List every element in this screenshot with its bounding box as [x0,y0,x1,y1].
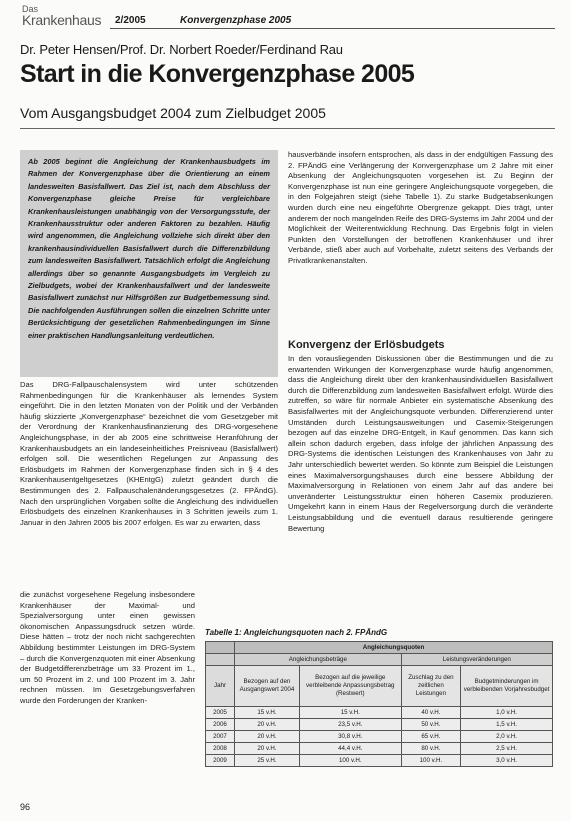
right-column-text: hausverbände insofern entsprochen, als dass in der endgültigen Fassung des 2. FPÄndG eine Verlängerung der Konvergenzphase um 2 Jahre mit einer Absenkung der Angleichungsquoten vorgesehen ist. Zu Beginn der Konvergenzphase ist nun eine geringere Angleichungsquote vorgegeben, die in den Folgejahren steigt (siehe Tabelle 1). Zu starke Budgetabsenkungen wurden durch eine neu eingeführte Obergrenze gekappt. Dies trägt, unter anderem der noch mangelnden Reife des DRG-Systems im Jahr 2004 und der Möglichkeit der Weiterentwicklung Rechnung. Das Ergebnis folgt in vielen Punkten den Vorstellungen der betroffenen Krankenhäuser und ihrer Verbände, stieß aber auch auf Vorbehalte, zuletzt seitens des Verbands der Privatkrankenanstalten. [288,150,553,265]
table-cell: 100 v.H. [401,755,461,767]
left-column-narrow-text: die zunächst vorgesehene Regelung insbesondere Krankenhäuser der Maximal- und Spezialversorgung unter einen gewissen ökonomischen Anpassungsdruck setzen würde. Diese hätten – trotz der noch nicht sachgerechten Abbildung bestimmter Leistungen im DRG-System – durch die Konvergenzquoten mit einer Absenkung der Budgetdifferenzbeträge um 33 Prozent im 1., um 50 Prozent im 2. und 100 Prozent im 3. Jahr rechnen müssen. Im Gesetzgebungsverfahren wurde den Forderungen der Kranken- [20,590,195,705]
table-cell: 1,5 v.H. [461,719,553,731]
convergence-quota-table [205,641,553,767]
table-row [206,719,553,731]
table-title: Tabelle 1: Angleichungsquoten nach 2. FPÄndG [205,628,388,637]
abstract-box: Ab 2005 beginnt die Angleichung der Krankenhausbudgets im Rahmen der Konvergenzphase über die Orientierung an einem landesweiten Basisfallwert. Das Ziel ist, nach dem Abschluss der Konvergenzphase gleiche Preise für vergleichbare Krankenhausleistungen unabhängig von der Versorgungsstufe, der Krankenhausstruktur oder anderen Faktoren zu bezahlen. Häufig wird angenommen, die Angleichung vollziehe sich direkt über den krankenhausindividuellen Basisfallwert durch die Differenzbildung zum landesweiten Basisfallwert. Tatsächlich erfolgt die Angleichung allerdings über so genannte Ausgangsbudgets im Vergleich zu Zielbudgets, wobei der Krankenhausfallwert und der landesweite Basisfallwert zunächst nur Hilfsgrößen zur Budgetbemessung sind. Die nachfolgenden Ausführungen sollen die einzelnen Schritte unter Berücksichtigung der gesetzlichen Rahmenbedingungen im Sinne einer praktischen Handlungsanleitung verdeutlichen. [20,150,278,377]
page-number: 96 [20,802,31,812]
table-row [206,707,553,719]
table-header: Budgetminderungen im verbleibenden Vorjahresbudget [461,666,553,707]
table-cell: 65 v.H. [401,731,461,743]
table-cell: 80 v.H. [401,743,461,755]
left-column-text: Das DRG-Fallpauschalensystem wird unter schützenden Rahmenbedingungen für die Krankenhäuser als lernendes System eingeführt. Die in den letzten Monaten von der Politik und der Verbänden häufig skizzierte „Konvergenzphase“ bezeichnet die vom Gesetzgeber mit der Verordnung der Krankenhausfinanzierung des DRG-vorgesehene Angleichungsphase, in der ab 2005 eine schrittweise Heranführung der Krankenhausbudgets an ein landeseinheitliches Preisniveau (Basisfallwert) erfolgen soll. Die wesentlichen Regelungen zur Anpassung des Erlösbudgets im Rahmen der Konvergenzphase finden sich in § 4 des Krankenhausentgeltgesetzes (KHEntgG) zuletzt geändert durch die Bestimmungen des 2. Fallpauschalenänderungsgesetzes (2. FPÄndG). Nach den ursprünglichen Vorgaben sollte die Angleichung des individuellen Erlösbudgets des einzelnen Krankenhauses in 3 Schritten jeweils zum 1. Januar in den Jahren 2005 bis 2007 erfolgen. Es war zu erwarten, dass [20,380,278,527]
table-top-header: Angleichungsquoten [235,642,553,654]
issue-number: 2/2005 [115,15,146,26]
table-cell: 30,8 v.H. [299,731,401,743]
table-cell: 2006 [206,719,235,731]
authors: Dr. Peter Hensen/Prof. Dr. Norbert Roeder/Ferdinand Rau [20,42,343,57]
table-row [206,755,553,767]
right-column-text-2: In den vorausliegenden Diskussionen über die Bestimmungen und die zu erwartenden Wirkungen der Konvergenzphase wurde häufig angenommen, dass die Angleichung direkt über den krankenhausindividuellen Basisfallwert durch die Differenzbildung zum landesweiten Basisfallwert erfolgt. Würde dies zutreffen, so wäre für normale Anbieter ein systematische Absenkung des Basisfallwertes mit der Angleichungsquote verbunden. Differenzierend unter Umständen durch Leistungsausweitungen und Casemix-Steigerungen bezogen auf das einzelne DRG-Entgelt, in Kauf genommen. Das kann sich allein schon dadurch ergeben, dass infolge der jährlichen Anpassung des DRG-Systems die identischen Leistungen des Krankenhauses von Jahr zu Jahr unterschiedlich bewertet werden. So könnte zum Beispiel die Leistungen eines Maximalversorgungshauses durch eine bessere Abbildung der Maximalversorgung in Relationen von einem Jahr auf das andere bei unveränderter Leistungsstruktur einen höheren Casemix produzieren. Umgekehrt kann in einem Haus der Regelversorgung durch die veränderte Leistungsabbildung und die eventuell daraus resultierende geringere Bewertung [288,354,553,533]
table-header-row [206,666,553,707]
table-header: Jahr [206,666,235,707]
masthead [20,4,555,28]
table-cell: 2009 [206,755,235,767]
section-heading: Konvergenz der Erlösbudgets [288,339,445,351]
table-cell: 2008 [206,743,235,755]
table-cell: 100 v.H. [299,755,401,767]
table-group-right: Leistungsveränderungen [401,654,552,666]
table-corner-2 [206,654,235,666]
table-row [206,743,553,755]
table-cell: 2005 [206,707,235,719]
table-cell: 3,0 v.H. [461,755,553,767]
section-title: Konvergenzphase 2005 [180,15,292,26]
table-cell: 20 v.H. [235,731,300,743]
table-header: Bezogen auf den Ausgangswert 2004 [235,666,300,707]
masthead-logo: Krankenhaus [22,12,102,28]
table-cell: 20 v.H. [235,743,300,755]
table-cell: 25 v.H. [235,755,300,767]
table-cell: 1,0 v.H. [461,707,553,719]
table-cell: 2,5 v.H. [461,743,553,755]
table-corner [206,642,235,654]
masthead-das: Das [22,4,39,14]
table-cell: 2007 [206,731,235,743]
table-header: Zuschlag zu den zeitlichen Leistungen [401,666,461,707]
table-header: Bezogen auf die jeweilige verbleibende Anpassungsbetrag (Restwert) [299,666,401,707]
article-title: Start in die Konvergenzphase 2005 [20,60,415,88]
table-cell: 23,5 v.H. [299,719,401,731]
article-subtitle: Vom Ausgangsbudget 2004 zum Zielbudget 2005 [20,105,326,121]
table-cell: 44,4 v.H. [299,743,401,755]
table-cell: 50 v.H. [401,719,461,731]
table-row [206,731,553,743]
subtitle-rule [20,128,555,129]
table-cell: 40 v.H. [401,707,461,719]
table-cell: 2,0 v.H. [461,731,553,743]
masthead-rule [110,28,555,29]
table-cell: 15 v.H. [299,707,401,719]
table-group-left: Angleichungsbeträge [235,654,402,666]
table-cell: 20 v.H. [235,719,300,731]
table-cell: 15 v.H. [235,707,300,719]
